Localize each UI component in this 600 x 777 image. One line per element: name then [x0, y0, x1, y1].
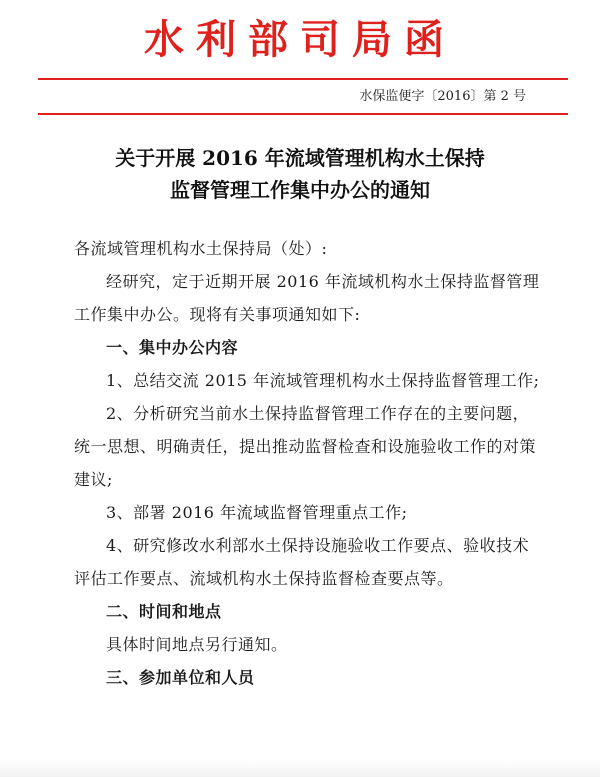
document-title-line-2: 监督管理工作集中办公的通知 [170, 178, 430, 202]
section-3-heading: 三、参加单位和人员 [106, 668, 255, 687]
salutation: 各流域管理机构水土保持局（处）: [74, 239, 328, 258]
section-1-heading: 一、集中办公内容 [106, 338, 239, 357]
document-title [0, 142, 600, 206]
section-1-item-4: 4、研究修改水利部水土保持设施验收工作要点、验收技术评估工作要点、流域机构水土保持监督检查要点等。 [74, 536, 530, 588]
letterhead-divider-top [38, 78, 568, 80]
document-body [74, 232, 544, 694]
section-2-text: 具体时间地点另行通知。 [106, 635, 288, 654]
document-number: 水保监便字〔2016〕第 2 号 [359, 89, 526, 104]
letterhead-divider-bottom [38, 113, 568, 115]
section-1-item-3: 3、部署 2016 年流域监督管理重点工作; [106, 503, 408, 522]
letterhead-title: 水利部司局函 [144, 16, 456, 63]
page-bottom-edge [0, 760, 600, 777]
section-1-item-2: 2、分析研究当前水土保持监督管理工作存在的主要问题，统一思想、明确责任，提出推动监督检查和设施验收工作的对策建议; [74, 404, 537, 489]
intro-paragraph: 经研究，定于近期开展 2016 年流域机构水土保持监督管理工作集中办公。现将有关事项通知如下: [74, 272, 540, 324]
section-1-item-1: 1、总结交流 2015 年流域管理机构水土保持监督管理工作; [106, 371, 540, 390]
document-title-line-1: 关于开展 2016 年流域管理机构水土保持 [115, 146, 485, 170]
section-2-heading: 二、时间和地点 [106, 602, 222, 621]
